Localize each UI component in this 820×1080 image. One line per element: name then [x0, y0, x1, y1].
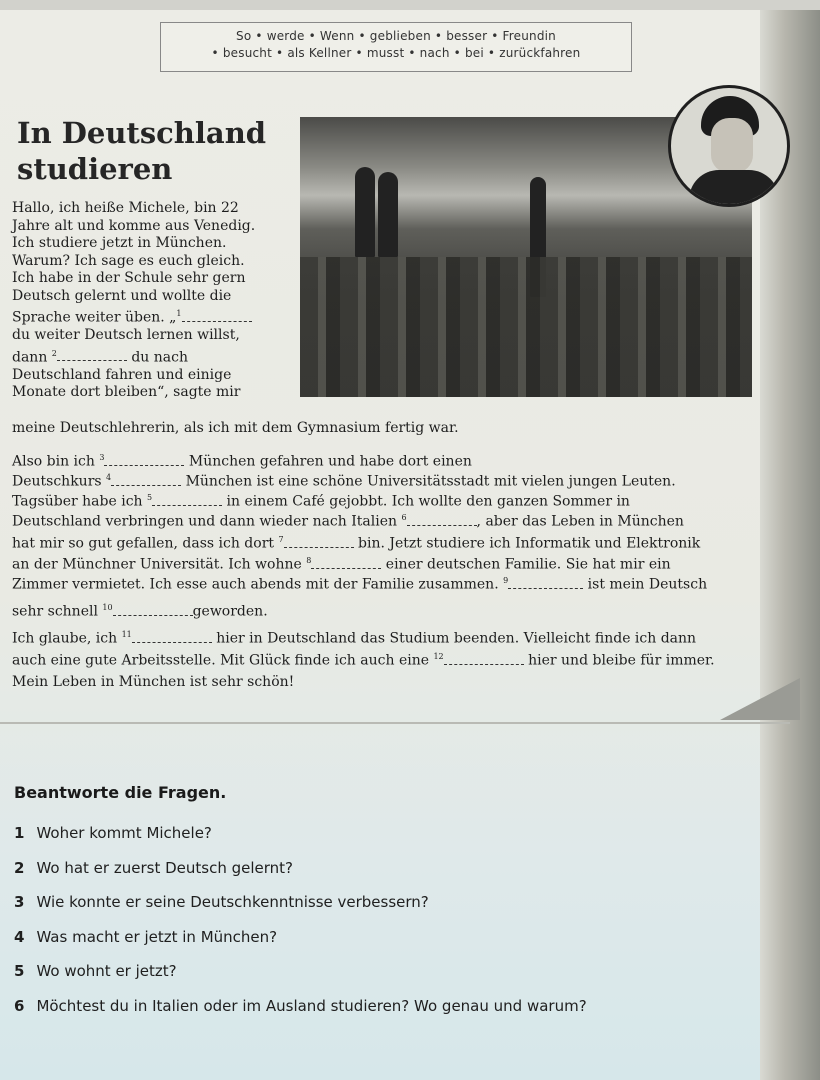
text-segment: München gefahren und habe dort einen [188, 453, 472, 470]
question-item [14, 995, 587, 1030]
gap-number: 9 [503, 576, 509, 585]
word-item: Wenn [319, 29, 355, 43]
text-line [12, 598, 268, 622]
word-box-line-2: • besucht • als Kellner • musst • nach • bei • zurückfahren [211, 46, 581, 60]
text-line: Hallo, ich heiße Michele, bin 22 [12, 200, 239, 216]
text-line: du weiter Deutsch lernen willst, [12, 327, 240, 344]
question-item [14, 926, 587, 961]
gap-number: 4 [106, 473, 112, 482]
word-box-line-1: So • werde • Wenn • geblieben • besser • Freundin [236, 29, 556, 43]
text-segment: in einem Café gejobbt. Ich wollte den ganzen Sommer in [226, 493, 630, 510]
questions-heading: Beantworte die Fragen. [14, 783, 227, 802]
text-segment: hier in Deutschland das Studium beenden. Vielleicht finde ich dann [216, 630, 697, 647]
question-number: 6 [14, 996, 25, 1015]
text-segment: Deutschkurs [12, 473, 102, 490]
gap-blank-1[interactable] [182, 309, 252, 322]
word-item: geblieben [369, 29, 431, 43]
question-number: 5 [14, 962, 25, 980]
title-line: In Deutschland [17, 116, 267, 150]
text-line: Mein Leben in München ist sehr schön! [12, 674, 295, 690]
question-text: Was macht er jetzt in München? [36, 927, 278, 946]
word-item: besser [446, 29, 488, 43]
text-line [12, 647, 715, 671]
text-segment: Ich glaube, ich [12, 630, 118, 647]
gap-number: 11 [121, 630, 132, 639]
question-item [14, 891, 587, 926]
title-line: studieren [17, 152, 173, 186]
gap-number: 1 [176, 309, 182, 318]
questions-list [14, 822, 587, 1029]
text-segment: bin. Jetzt studiere ich Informatik und Elektronik [358, 535, 701, 552]
question-number: 2 [14, 858, 25, 877]
gap-number: 8 [306, 556, 312, 565]
question-text: Wo wohnt er jetzt? [36, 962, 177, 980]
corner-triangle [720, 678, 800, 720]
text-segment: Sprache weiter üben. „ [12, 309, 177, 326]
gap-number: 6 [401, 513, 407, 522]
student-portrait [668, 85, 790, 207]
word-item: musst [366, 46, 405, 60]
text-line: Deutschland fahren und einige [12, 366, 232, 383]
text-segment: Also bin ich [12, 453, 95, 470]
word-box [160, 22, 632, 72]
gap-blank-11[interactable] [132, 630, 212, 643]
question-text: Woher kommt Michele? [36, 824, 212, 842]
word-item: Freundin [502, 29, 556, 43]
question-item [14, 960, 587, 995]
gap-blank-5[interactable] [152, 493, 222, 506]
gap-blank-9[interactable] [508, 576, 583, 589]
gap-number: 12 [433, 652, 444, 661]
word-item: zurückfahren [499, 46, 581, 60]
text-segment: du nach [131, 349, 188, 366]
gap-blank-8[interactable] [311, 556, 381, 569]
gap-blank-7[interactable] [284, 535, 354, 548]
text-line [12, 625, 696, 649]
church-tower-shape [355, 167, 375, 257]
question-item [14, 822, 587, 857]
word-item: besucht [222, 46, 273, 60]
question-text: Möchtest du in Italien oder im Ausland studieren? Wo genau und warum? [36, 996, 587, 1015]
gap-number: 10 [102, 603, 113, 612]
word-item: als Kellner [287, 46, 352, 60]
section-divider [0, 722, 790, 724]
question-item [14, 857, 587, 892]
text-segment: München ist eine schöne Universitätsstadt mit vielen jungen Leuten. [185, 473, 676, 490]
city-rooftops [300, 257, 752, 397]
question-number: 4 [14, 927, 25, 946]
article-title [17, 115, 266, 187]
text-line [12, 345, 297, 367]
church-tower-shape [378, 172, 398, 257]
question-number: 1 [14, 824, 25, 842]
question-number: 3 [14, 893, 25, 911]
word-item: nach [419, 46, 450, 60]
word-item: werde [266, 29, 305, 43]
portrait-shirt [689, 170, 779, 207]
portrait-face [711, 118, 753, 173]
text-line: Ich habe in der Schule sehr gern [12, 270, 246, 286]
text-segment: einer deutschen Familie. Sie hat mir ein [385, 556, 671, 573]
text-line: Monate dort bleiben“, sagte mir [12, 384, 241, 401]
text-segment: hat mir so gut gefallen, dass ich dort [12, 535, 275, 552]
question-text: Wie konnte er seine Deutschkenntnisse verbessern? [36, 893, 429, 911]
gap-blank-2[interactable] [57, 348, 127, 361]
gap-number: 3 [99, 453, 105, 462]
text-line: Warum? Ich sage es euch gleich. [12, 252, 245, 269]
article-intro [12, 200, 297, 402]
gap-number: 2 [51, 348, 57, 358]
text-line: meine Deutschlehrerin, als ich mit dem Gymnasium fertig war. [12, 420, 459, 436]
text-segment: sehr schnell [12, 603, 98, 620]
text-segment: ist mein Deutsch [587, 576, 708, 593]
text-line: Deutsch gelernt und wollte die [12, 287, 232, 304]
gap-blank-6[interactable] [407, 513, 477, 526]
gap-blank-3[interactable] [104, 453, 184, 466]
text-line [12, 305, 297, 327]
text-segment: auch eine gute Arbeitsstelle. Mit Glück finde ich auch eine [12, 652, 430, 669]
gap-blank-10[interactable] [113, 603, 193, 616]
text-segment: geworden. [192, 603, 268, 620]
text-segment: Zimmer vermietet. Ich esse auch abends mit der Familie zusammen. [12, 576, 499, 593]
text-segment: an der Münchner Universität. Ich wohne [12, 556, 302, 573]
gap-number: 5 [147, 493, 153, 502]
gap-blank-4[interactable] [111, 473, 181, 486]
text-segment: dann [12, 349, 48, 366]
text-line: Ich studiere jetzt in München. [12, 235, 227, 251]
word-item: bei [464, 46, 484, 60]
text-segment: Deutschland verbringen und dann wieder nach Italien [12, 513, 397, 530]
text-segment: hier und bleibe für immer. [528, 652, 715, 669]
word-item: So [236, 29, 252, 43]
text-line: Jahre alt und komme aus Venedig. [12, 217, 256, 234]
gap-number: 7 [278, 535, 284, 544]
text-line [12, 508, 684, 532]
top-edge [0, 0, 820, 10]
text-line [12, 571, 707, 595]
text-segment: , aber das Leben in München [476, 513, 684, 530]
gap-blank-12[interactable] [444, 652, 524, 665]
text-segment: Tagsüber habe ich [12, 493, 143, 510]
question-text: Wo hat er zuerst Deutsch gelernt? [36, 858, 293, 877]
